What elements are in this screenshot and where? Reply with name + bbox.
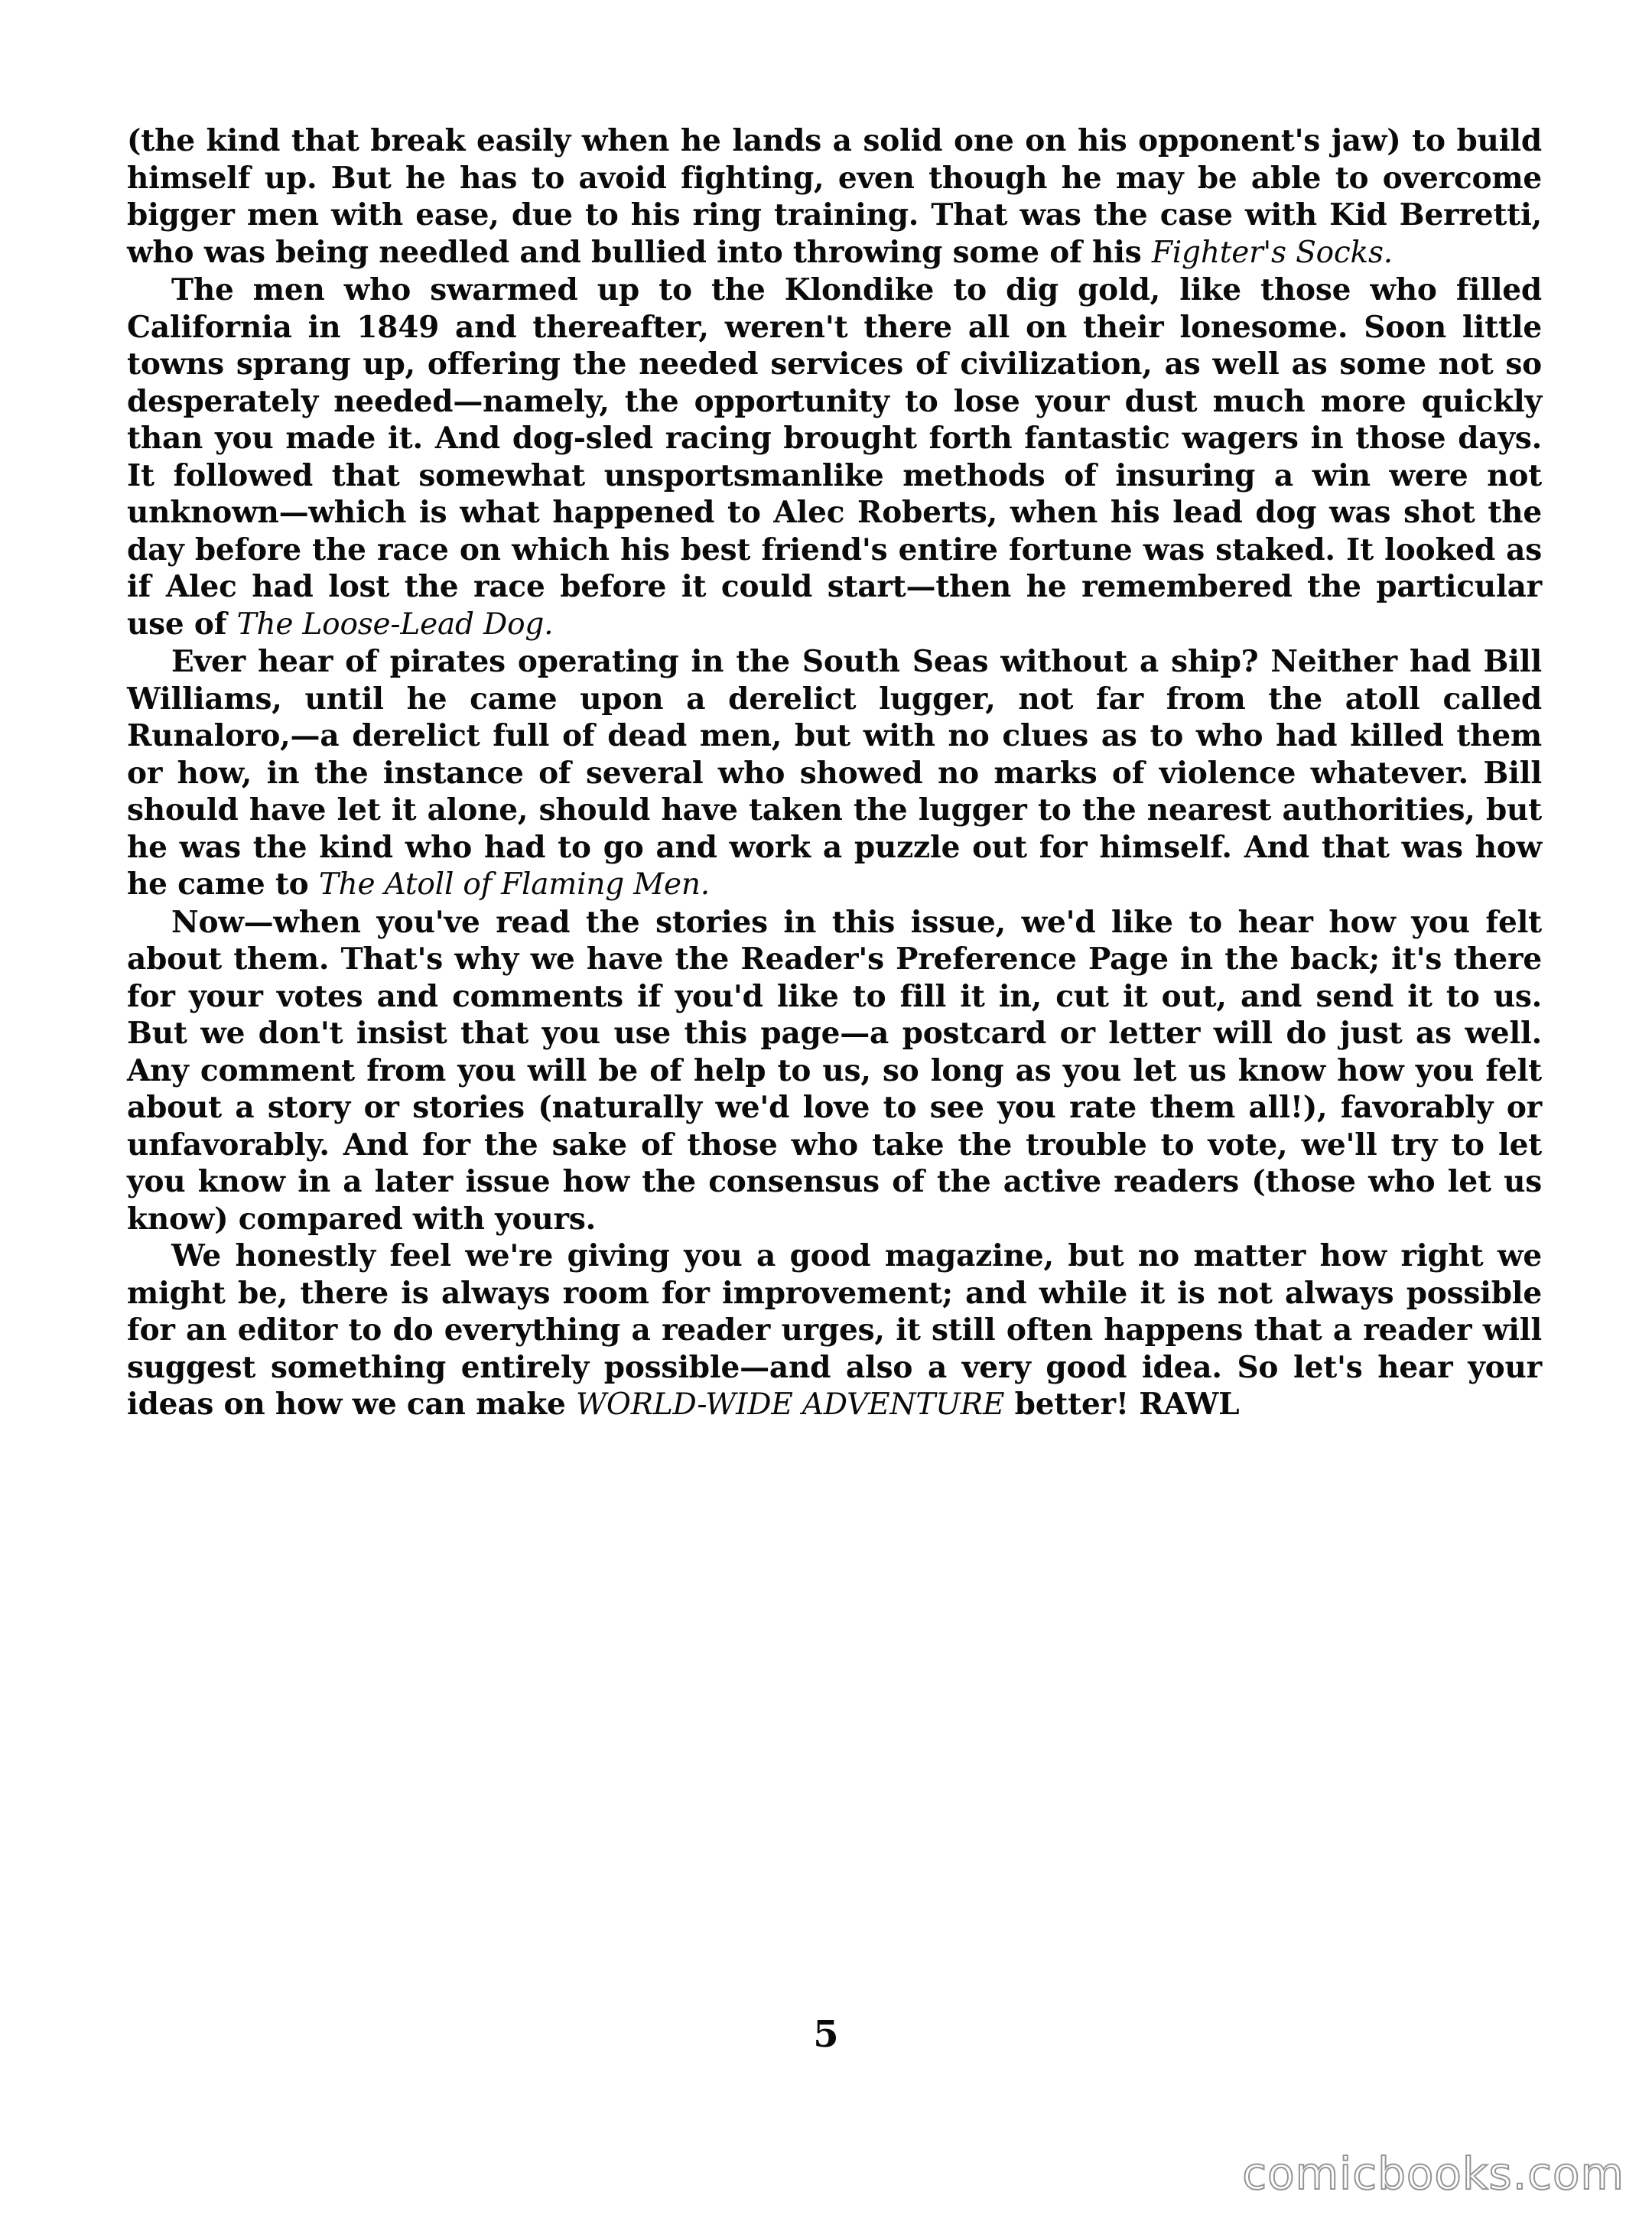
paragraph-3-text: Ever hear of pirates operating in the South Seas without a ship? Neither had Bill Williams, until he came upon a derelict lugger, not far from the atoll called Runaloro,—a derelict full of dead men, but with no clues as to who had killed them or how, in the instance of several who showed no marks of violence whatever. Bill should have let it alone, should have taken the lugger to the nearest authorities, but he was the kind who had to go and work a puzzle out for himself. And that was how he came to (127, 644, 1542, 902)
paragraph-5 (127, 1237, 1542, 1424)
paragraph-2 (127, 272, 1542, 643)
article-body (127, 122, 1542, 1424)
paragraph-1 (127, 122, 1542, 272)
paragraph-1-text: (the kind that break easily when he lands a solid one on his opponent's jaw) to build himself up. But he has to avoid fighting, even though he may be able to overcome bigger men with ease, due to his ring training. That was the case with Kid Berretti, who was being needled and bullied into throwing some of his (127, 123, 1542, 270)
story-title-fighters-socks: Fighter's Socks. (1151, 235, 1393, 270)
page-number: 5 (813, 2013, 839, 2056)
paragraph-2-text: The men who swarmed up to the Klondike to dig gold, like those who filled California in 1849 and thereafter, weren't there all on their lonesome. Soon little towns sprang up, offering the needed services of civilization, as well as some not so desperately needed—namely, the opportunity to lose your dust much more quickly than you made it. And dog-sled racing brought forth fantastic wagers in those days. It followed that somewhat unsportsmanlike methods of insuring a win were not unknown—which is what happened to Alec Roberts, when his lead dog was shot the day before the race on which his best friend's entire fortune was staked. It looked as if Alec had lost the race before it could start—then he remembered the particular use of (127, 272, 1542, 642)
story-title-atoll-of-flaming-men: The Atoll of Flaming Men. (318, 867, 710, 902)
magazine-title: WORLD-WIDE ADVENTURE (576, 1387, 1005, 1422)
watermark: comicbooks.com (1242, 2148, 1624, 2200)
paragraph-5-closing: better! RAWL (1004, 1387, 1240, 1422)
paragraph-4 (127, 904, 1542, 1238)
paragraph-5-text: We honestly feel we're giving you a good magazine, but no matter how right we might be, there is always room for improvement; and while it is not always possible for an editor to do everything a reader urges, it still often happens that a reader will suggest something entirely possible—and also a very good idea. So let's hear your ideas on how we can make (127, 1238, 1542, 1422)
paragraph-4-text: Now—when you've read the stories in this issue, we'd like to hear how you felt about them. That's why we have the Reader's Preference Page in the back; it's there for your votes and comments if you'd like to fill it in, cut it out, and send it to us. But we don't insist that you use this page—a postcard or letter will do just as well. Any comment from you will be of help to us, so long as you let us know how you felt about a story or stories (naturally we'd love to see you rate them all!), favorably or unfavorably. And for the sake of those who take the trouble to vote, we'll try to let you know in a later issue how the consensus of the active readers (those who let us know) compared with yours. (127, 904, 1542, 1237)
story-title-loose-lead-dog: The Loose-Lead Dog. (236, 607, 554, 642)
paragraph-3 (127, 643, 1542, 904)
